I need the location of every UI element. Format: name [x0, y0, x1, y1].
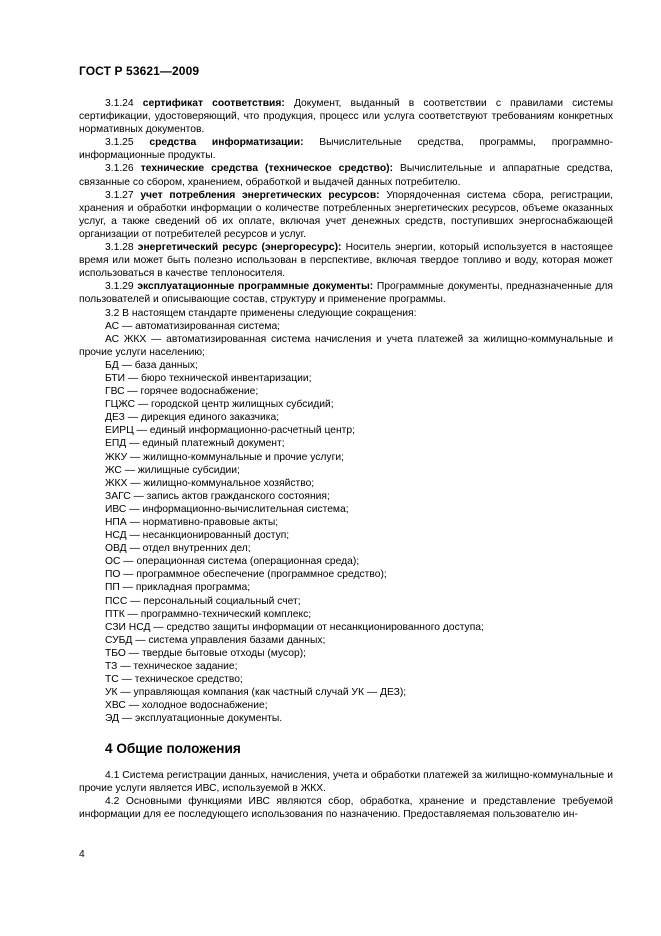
abbreviation-item: ИВС — информационно-вычислительная система;	[105, 503, 349, 515]
abbreviation-item: ПП — прикладная программа;	[105, 582, 251, 594]
abbreviation-item: ХВС — холодное водоснабжение;	[105, 700, 268, 712]
abbreviations-intro: 3.2 В настоящем стандарте применены следующие сокращения:	[105, 307, 417, 319]
abbreviation-item: СУБД — система управления базами данных;	[105, 634, 326, 646]
abbreviation-item: ОС — операционная система (операционная среда);	[105, 556, 360, 568]
abbreviation-item: ГВС — горячее водоснабжение;	[105, 386, 259, 398]
section-paragraph: 4.1 Система регистрации данных, начисления, учета и обработки платежей за жилищно-коммунальные и прочие услуги является ИВС, используемой в ЖКХ.	[79, 769, 613, 794]
abbreviation-item: ПО — программное обеспечение (программное средство);	[105, 569, 387, 581]
definition-text: Носитель энергии, который используется в настоящее время или может быть полезно использован в перспективе, включая твердое топливо и воду, которая может использоваться в качестве теплоносителя.	[79, 242, 613, 280]
page-number: 4	[79, 849, 85, 860]
abbreviation-item: ПТК — программно-технический комплекс;	[105, 608, 312, 620]
abbreviations-list	[79, 320, 613, 726]
definition-text: Вычислительные средства, программы, программно-информационные продукты.	[79, 137, 613, 162]
section-heading: 4 Общие положения	[105, 740, 241, 756]
document-body	[79, 97, 613, 821]
document-header: ГОСТ Р 53621—2009	[79, 64, 200, 78]
definition-number: 3.1.27	[105, 189, 134, 201]
abbreviation-item: ЖКУ — жилищно-коммунальные и прочие услуги;	[105, 451, 344, 463]
abbreviation-item: ДЕЗ — дирекция единого заказчика;	[105, 412, 280, 424]
definition-3-1-26	[79, 162, 613, 188]
abbreviation-item: ГЦЖС — городской центр жилищных субсидий;	[105, 399, 334, 411]
definition-term: средства информатизации:	[149, 137, 304, 149]
abbreviation-item: ТЗ — техническое задание;	[105, 661, 238, 673]
abbreviation-item: ПСС — персональный социальный счет;	[105, 595, 301, 607]
abbreviation-item: ТС — техническое средство;	[105, 674, 243, 686]
abbreviation-item: АС ЖКХ — автоматизированная система начисления и учета платежей за жилищно-коммунальные и прочие услуги населению;	[79, 333, 613, 358]
abbreviation-item: ЕИРЦ — единый информационно-расчетный центр;	[105, 425, 355, 437]
definition-number: 3.1.24	[105, 98, 134, 109]
definition-text: Упорядоченная система сбора, регистрации, хранения и обработки информации о количестве потребленных энергетических ресурсов, объеме оказанных услуг, а также сведений об их оплате, включая учет денежных средств, поступивших энергоснабжающей организации от потребителей ресурсов и услуг.	[79, 189, 613, 240]
definition-text: Программные документы, предназначенные для пользователей и описывающие состав, структуру и применение программы.	[79, 281, 613, 306]
abbreviation-item: ЗАГС — запись актов гражданского состояния;	[105, 490, 330, 502]
abbreviation-item: ЖС — жилищные субсидии;	[105, 464, 240, 476]
section-paragraph: 4.2 Основными функциями ИВС являются сбор, обработка, хранение и представление требуемой информации для ее последующего использования по назначению. Предоставляемая пользователю ин-	[79, 795, 613, 820]
abbreviation-item: НСД — несанкционированный доступ;	[105, 530, 290, 542]
definition-number: 3.1.28	[105, 242, 134, 254]
definition-term: эксплуатационные программные документы:	[137, 281, 374, 293]
definition-3-1-28	[79, 241, 613, 280]
abbreviation-item: УК — управляющая компания (как частный случай УК — ДЕЗ);	[105, 687, 407, 699]
abbreviation-item: ЭД — эксплуатационные документы.	[105, 713, 283, 725]
definition-3-1-25	[79, 136, 613, 162]
definition-term: учет потребления энергетических ресурсов:	[140, 189, 380, 201]
abbreviation-item: ТБО — твердые бытовые отходы (мусор);	[105, 647, 307, 659]
definition-3-1-29	[79, 280, 613, 306]
definition-number: 3.1.29	[105, 281, 134, 293]
definition-3-1-27	[79, 189, 613, 241]
abbreviation-item: АС — автоматизированная система;	[105, 320, 281, 332]
abbreviation-item: ОВД — отдел внутренних дел;	[105, 543, 251, 555]
definition-number: 3.1.25	[105, 137, 134, 149]
definition-term: сертификат соответствия:	[142, 98, 285, 109]
abbreviation-item: БД — база данных;	[105, 359, 198, 371]
abbreviation-item: БТИ — бюро технической инвентаризации;	[105, 372, 312, 384]
definition-number: 3.1.26	[105, 163, 134, 175]
definition-term: технические средства (техническое средство):	[140, 163, 393, 175]
abbreviation-item: СЗИ НСД — средство защиты информации от несанкционированного доступа;	[105, 621, 484, 633]
definition-3-1-24	[79, 97, 613, 136]
abbreviation-item: НПА — нормативно-правовые акты;	[105, 517, 279, 528]
definition-term: энергетический ресурс (энергоресурс):	[137, 242, 342, 254]
abbreviation-item: ЕПД — единый платежный документ;	[105, 438, 285, 450]
definition-text: Документ, выданный в соответствии с правилами системы сертификации, удостоверяющий, что продукция, процесс или услуга соответствуют требованиям конкретных нормативных документов.	[79, 98, 613, 136]
definition-text: Вычислительные и аппаратные средства, связанные со сбором, хранением, обработкой и выдачей данных потребителю.	[79, 163, 613, 188]
abbreviation-item: ЖКХ — жилищно-коммунальное хозяйство;	[105, 477, 315, 489]
